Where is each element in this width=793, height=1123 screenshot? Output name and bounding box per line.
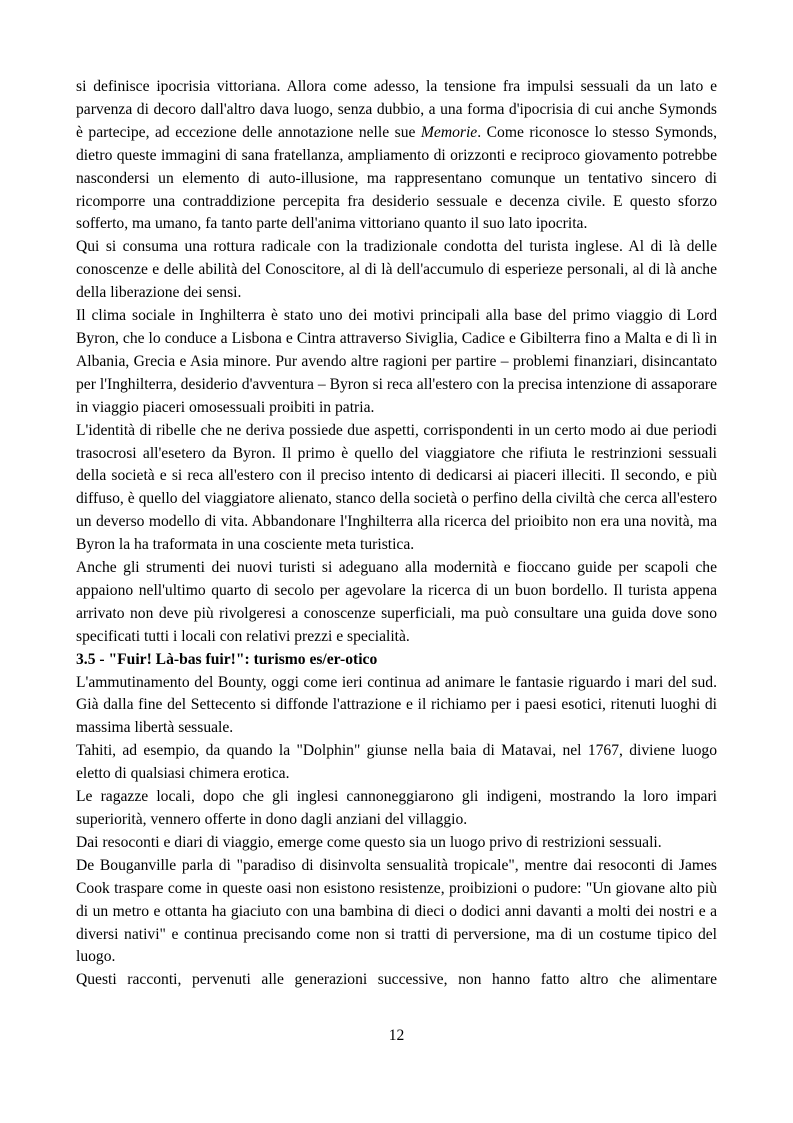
- paragraph-text: . Come riconosce lo stesso Symonds, dietro queste immagini di sana fratellanza, ampliamento di orizzonti e reciproco giovamento potrebbe nascondersi un elemento di auto-illusione, ma rappresentano comunque un tentativo sincero di ricomporre una contraddizione percepita fra desiderio sessuale e decenza civile. E questo sforzo sofferto, ma umano, fa tanto parte dell'anima vittoriano quanto il suo lato ipocrita.: [76, 123, 717, 233]
- paragraph-travel-diaries: Dai resoconti e diari di viaggio, emerge come questo sia un luogo privo di restrizioni sessuali.: [76, 833, 662, 851]
- section-heading: 3.5 - "Fuir! Là-bas fuir!": turismo es/er-otico: [76, 650, 378, 668]
- paragraph-bouganville-cook: De Bouganville parla di "paradiso di disinvolta sensualità tropicale", mentre dai resoconti di James Cook traspare come in queste oasi non esistono resistenze, proibizioni o pudore: "Un giovane alto più di un metro e ottanta ha giaciuto con una bambina di dieci o dodici anni davanti a molti dei nostri e a diversi nativi" e continua precisando come non si tratti di perversione, ma di un costume tipico del luogo.: [76, 856, 717, 966]
- paragraph-text: si definisce ipocrisia vittoriana. Allora come adesso, la tensione fra impulsi sessuali da un lato e parvenza di decoro dall'altro dava luogo, senza dubbio, a una forma d'ipocrisia di cui anche Symonds è partecipe, ad eccezione delle annotazione nelle sue: [76, 78, 717, 141]
- page-number: 12: [388, 1027, 405, 1044]
- paragraph-victorian-hypocrisy: [76, 76, 717, 236]
- paragraph-rebel-identity: L'identità di ribelle che ne deriva possiede due aspetti, corrispondenti in un certo modo ai due periodi trasocrosi all'esetero da Byron. Il primo è quello del viaggiatore che rifiuta le restrinzioni sessuali della società e si reca all'estero con il preciso intento di dedicarsi ai piaceri illeciti. Il secondo, e più diffuso, è quello del viaggiatore alienato, stanco della società o perfino della civiltà che cerca all'estero un deverso modello di vita. Abbandonare l'Inghilterra alla ricerca del prioibito non era una novità, ma Byron la ha traformata in una cosciente meta turistica.: [76, 421, 717, 554]
- memorie-title: Memorie: [420, 123, 478, 141]
- paragraph-bounty: L'ammutinamento del Bounty, oggi come ieri continua ad animare le fantasie riguardo i mari del sud. Già dalla fine del Settecento si diffonde l'attrazione e il richiamo per i paesi esotici, ritenuti luoghi di massima libertà sessuale.: [76, 673, 717, 737]
- document-page: [76, 76, 717, 992]
- paragraph-local-girls: Le ragazze locali, dopo che gli inglesi cannoneggiarono gli indigeni, mostrando la loro impari superiorità, vennero offerte in dono dagli anziani del villaggio.: [76, 788, 717, 828]
- paragraph-tahiti: Tahiti, ad esempio, da quando la "Dolphin" giunse nella baia di Matavai, nel 1767, diviene luogo eletto di qualsiasi chimera erotica.: [76, 742, 717, 783]
- paragraph-radical-break: Qui si consuma una rottura radicale con la tradizionale condotta del turista inglese. Al di là delle conoscenze e delle abilità del Conoscitore, al di là dell'accumulo di esperieze personali, al di là anche della liberazione dei sensi.: [76, 238, 717, 302]
- paragraph-later-generations: Questi racconti, pervenuti alle generazioni successive, non hanno fatto altro che alimentare: [76, 971, 717, 989]
- paragraph-byron-journey: Il clima sociale in Inghilterra è stato uno dei motivi principali alla base del primo viaggio di Lord Byron, che lo conduce a Lisbona e Cintra attraverso Siviglia, Cadice e Gibilterra fino a Malta e di lì in Albania, Grecia e Asia minore. Pur avendo altre ragioni per partire – problemi finanziari, disincantato per l'Inghilterra, desiderio d'avventura – Byron si reca all'estero con la precisa intenzione di assaporare in viaggio piaceri omosessuali proibiti in patria.: [76, 307, 717, 416]
- paragraph-bachelor-guides: Anche gli strumenti dei nuovi turisti si adeguano alla modernità e fioccano guide per scapoli che appaiono nell'ultimo quarto di secolo per agevolare la ricerca di un buon bordello. Il turista appena arrivato non deve più rivolgeresi a conoscenze superficiali, ma può consultare una guida dove sono specificati tutti i locali con relativi prezzi e specialità.: [76, 559, 717, 645]
